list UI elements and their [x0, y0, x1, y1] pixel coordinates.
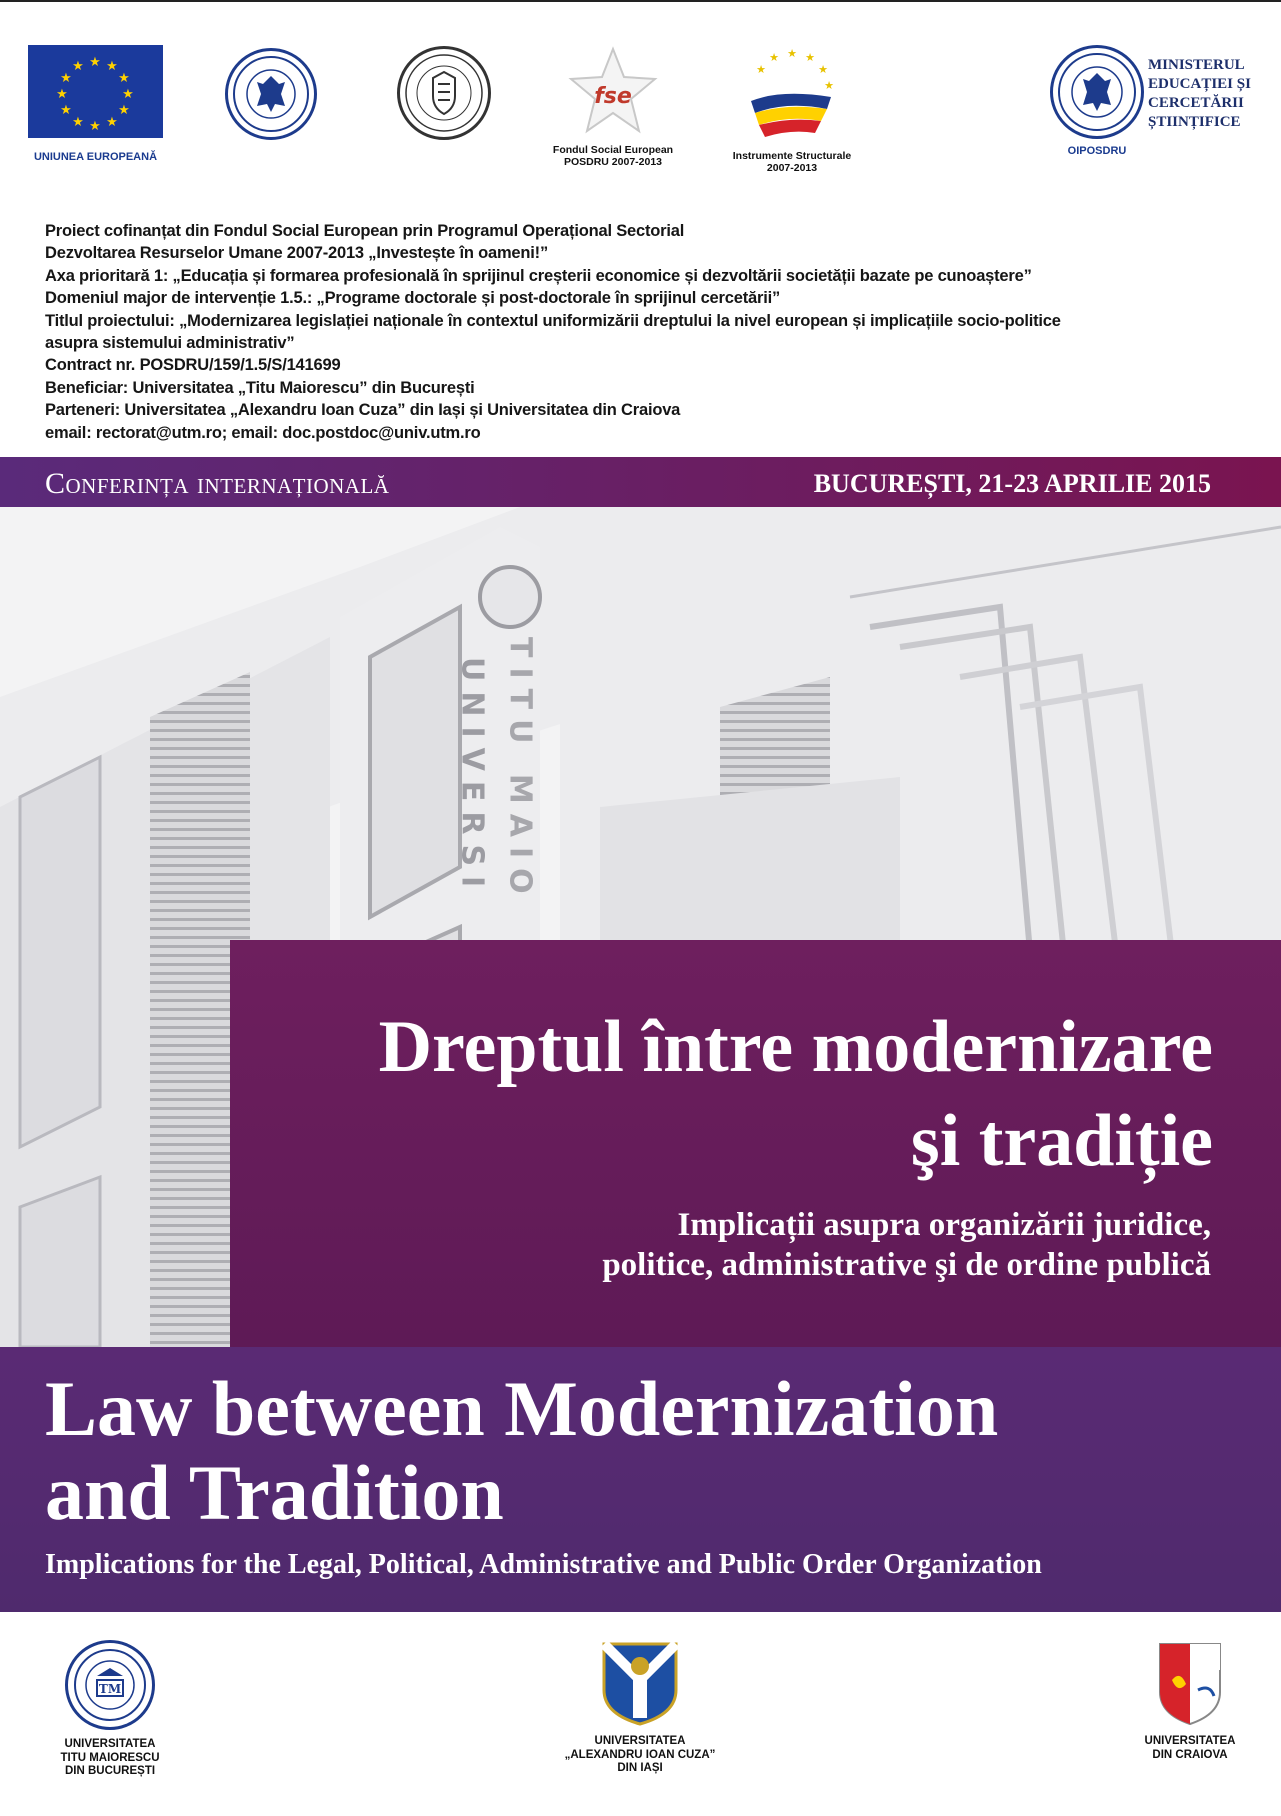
project-info-line: Titlul proiectului: „Modernizarea legislației naționale în contextul uniformizării dreptului la nivel european și implicațiile socio-politice — [45, 311, 1061, 330]
svg-text:★: ★ — [118, 103, 130, 118]
partner-caption-line: DIN IAȘI — [617, 1762, 663, 1774]
partner-caption-line: „ALEXANDRU IOAN CUZA” — [564, 1748, 716, 1761]
svg-text:★: ★ — [106, 59, 118, 74]
instrumente-structurale-logo — [712, 45, 872, 174]
partner-caption — [40, 1738, 180, 1779]
oiposdru-caption: OIPOSDRU — [1067, 145, 1127, 157]
partner-caption-line: DIN CRAIOVA — [1152, 1748, 1228, 1761]
svg-text:★: ★ — [805, 51, 815, 64]
romanian-subtitle — [311, 1205, 1211, 1285]
svg-text:★: ★ — [56, 87, 68, 102]
partner-caption-line: TITU MAIORESCU — [60, 1751, 160, 1764]
svg-text:★: ★ — [106, 115, 118, 130]
project-info-line: Axa prioritară 1: „Educația și formarea profesională în sprijinul creșterii economice și dezvoltării societății bazate pe cunoaștere” — [45, 266, 1032, 285]
eu-caption: UNIUNEA EUROPEANĂ — [33, 151, 158, 163]
sign-left: UNIVERSI — [454, 657, 490, 898]
romanian-subtitle-line1: Implicații asupra organizării juridice, — [677, 1207, 1211, 1243]
svg-text:★: ★ — [60, 71, 72, 86]
svg-text:★: ★ — [787, 47, 797, 60]
project-info-line: Proiect cofinanțat din Fondul Social European prin Programul Operațional Sectorial — [45, 222, 685, 240]
svg-text:★: ★ — [118, 71, 130, 86]
project-info-line: Dezvoltarea Resurselor Umane 2007-2013 „Investește în oameni!” — [45, 244, 548, 263]
project-info — [45, 220, 1061, 444]
romanian-subtitle-line2: politice, administrative şi de ordine publică — [602, 1247, 1211, 1283]
university-craiova — [1120, 1640, 1260, 1762]
eu-logo — [27, 45, 164, 163]
svg-text:TM: TM — [98, 1682, 122, 1696]
project-info-line: Beneficiar: Universitatea „Titu Maiorescu” din București — [45, 378, 475, 397]
svg-text:★: ★ — [89, 55, 101, 70]
fse-star-icon — [563, 45, 663, 137]
ministry-line: MINISTERUL — [1148, 57, 1245, 73]
university-alexandru-ioan-cuza — [540, 1640, 740, 1776]
romanian-eagle-icon — [1056, 51, 1138, 133]
project-info-line: email: rectorat@utm.ro; email: doc.postdoc@univ.utm.ro — [45, 423, 481, 442]
sign-right: TITU MAIO — [502, 637, 538, 904]
ministry-funds-logo — [396, 46, 492, 140]
partner-caption-line: DIN BUCUREȘTI — [64, 1765, 156, 1777]
eu-flag-icon — [28, 45, 163, 138]
project-info-line: asupra sistemului administrativ” — [45, 334, 295, 353]
partner-caption-line: UNIVERSITATEA — [1144, 1735, 1236, 1747]
english-title — [45, 1367, 1245, 1535]
svg-text:★: ★ — [72, 59, 84, 74]
svg-text:★: ★ — [756, 63, 766, 76]
svg-text:fse: fse — [594, 84, 632, 109]
partner-caption-line: UNIVERSITATEA — [64, 1738, 156, 1750]
ministry-line: ȘTIINȚIFICE — [1148, 114, 1241, 130]
instrumente-caption-line2: 2007-2013 — [766, 162, 818, 174]
craiova-shield-icon — [1150, 1640, 1230, 1726]
project-info-line: Parteneri: Universitatea „Alexandru Ioan Cuza” din Iași și Universitatea din Craiova — [45, 401, 681, 420]
conference-band — [0, 457, 1281, 507]
ministry-line: EDUCAȚIEI ȘI — [1148, 76, 1251, 92]
government-seal — [225, 48, 317, 140]
romanian-title-line2: şi tradiție — [910, 1100, 1213, 1182]
partner-caption-line: UNIVERSITATEA — [594, 1735, 686, 1747]
fse-logo — [538, 45, 688, 168]
svg-text:★: ★ — [60, 103, 72, 118]
fse-caption-line1: Fondul Social European — [552, 144, 674, 156]
english-title-panel — [0, 1347, 1281, 1612]
ministry-education-name — [1148, 56, 1251, 132]
project-info-line: Domeniul major de intervenție 1.5.: „Programe doctorale și post-doctorale în sprijinul cercetării” — [45, 289, 781, 308]
ministry-funds-seal — [397, 46, 491, 140]
university-seal-icon — [71, 1646, 149, 1724]
svg-text:★: ★ — [769, 51, 779, 64]
romanian-title-line1: Dreptul între modernizare — [378, 1006, 1213, 1088]
english-subtitle: Implications for the Legal, Political, Administrative and Public Order Organization — [45, 1549, 1042, 1580]
english-title-line2: and Tradition — [45, 1449, 504, 1536]
svg-text:★: ★ — [72, 115, 84, 130]
oiposdru-logo — [1048, 45, 1146, 157]
structural-instruments-icon — [737, 45, 847, 143]
partner-caption — [1120, 1735, 1260, 1762]
project-info-line: Contract nr. POSDRU/159/1.5/S/141699 — [45, 356, 341, 375]
romanian-eagle-icon — [231, 54, 311, 134]
svg-text:★: ★ — [122, 87, 134, 102]
conference-place-date: BUCUREȘTI, 21-23 APRILIE 2015 — [813, 469, 1211, 498]
oiposdru-seal — [1050, 45, 1144, 139]
fse-caption-line2: POSDRU 2007-2013 — [563, 156, 663, 168]
english-title-line1: Law between Modernization — [45, 1365, 999, 1452]
coat-of-arms-icon — [403, 52, 485, 134]
svg-text:★: ★ — [824, 79, 834, 92]
uaic-shield-icon — [600, 1640, 680, 1726]
titu-maiorescu-seal — [65, 1640, 155, 1730]
instrumente-caption-line1: Instrumente Structurale — [732, 150, 852, 162]
university-titu-maiorescu — [40, 1640, 180, 1779]
top-rule — [0, 0, 1281, 2]
svg-text:★: ★ — [89, 119, 101, 134]
partner-caption — [540, 1735, 740, 1776]
conference-label: Conferința internațională — [45, 467, 390, 500]
romanian-title — [253, 1000, 1213, 1188]
ministry-line: CERCETĂRII — [1148, 95, 1244, 111]
svg-text:★: ★ — [818, 63, 828, 76]
romanian-title-panel — [230, 940, 1281, 1347]
government-logo — [222, 48, 320, 140]
